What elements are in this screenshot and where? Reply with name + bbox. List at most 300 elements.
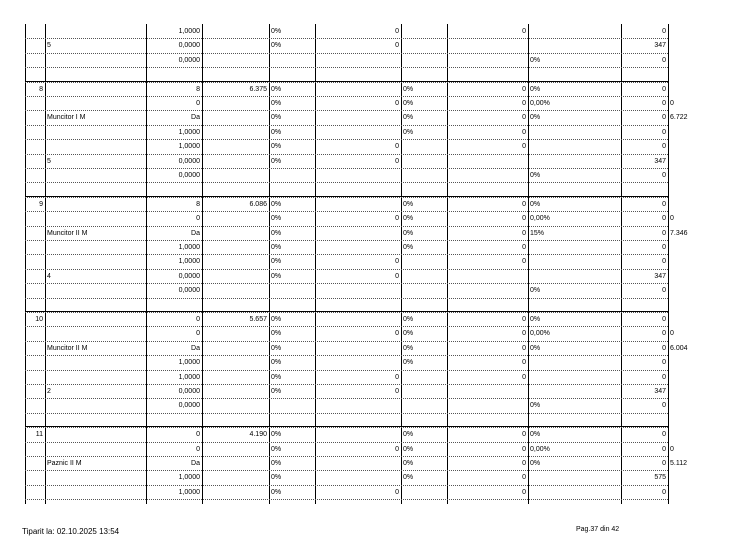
cell-col-d [204, 342, 267, 356]
table-row [25, 326, 674, 340]
cell-col-a [27, 486, 43, 500]
table-row [25, 485, 668, 499]
cell-col-g [403, 54, 445, 68]
table-row [25, 427, 668, 441]
cell-col-c: 1,0000 [178, 488, 200, 496]
table-row [25, 355, 668, 369]
cell-col-d [204, 284, 267, 298]
cell-col-f [317, 227, 399, 241]
cell-col-a [27, 39, 43, 53]
cell-col-d: 4.190 [249, 431, 267, 439]
cell-col-f [317, 342, 399, 356]
cell-col-h [449, 270, 526, 284]
cell-col-j: 0 [662, 359, 666, 367]
cell-col-i: 0% [530, 172, 541, 179]
cell-col-j: 0 [662, 56, 666, 64]
cell-col-d [204, 371, 267, 385]
cell-col-b: Paznic II M [47, 460, 82, 467]
cell-col-e [271, 284, 313, 298]
cell-col-f [317, 457, 399, 471]
cell-col-j: 0 [662, 330, 666, 338]
cell-col-a [27, 126, 43, 140]
cell-col-d [204, 241, 267, 255]
cell-col-h: 0 [522, 373, 526, 381]
cell-col-k: 0 [670, 445, 674, 453]
cell-col-h: 0 [522, 460, 526, 467]
cell-col-c: 0 [196, 431, 200, 439]
cell-col-a [27, 270, 43, 284]
cell-col-c: 1,0000 [178, 244, 200, 251]
table-row [25, 470, 668, 484]
cell-col-j: 0 [662, 172, 666, 179]
cell-col-e: 0% [271, 344, 282, 352]
cell-col-d [204, 443, 267, 457]
cell-col-j: 0 [662, 316, 666, 323]
cell-col-i: 0% [530, 402, 541, 410]
cell-col-j: 0 [662, 143, 666, 151]
table-row [25, 442, 674, 456]
cell-col-e: 0% [271, 388, 282, 395]
cell-col-a [27, 327, 43, 341]
cell-col-f: 0 [395, 42, 399, 50]
cell-col-c: 0 [196, 100, 200, 107]
row-divider [25, 182, 668, 183]
cell-col-a [27, 227, 43, 241]
cell-col-e [271, 54, 313, 68]
cell-col-i [530, 255, 619, 269]
cell-col-f: 0 [395, 330, 399, 338]
cell-col-e: 0% [271, 272, 282, 280]
cell-col-i: 0% [530, 431, 541, 439]
cell-col-j: 575 [654, 474, 666, 482]
cell-col-f [317, 198, 399, 212]
cell-col-d [204, 385, 267, 399]
cell-col-f: 0 [395, 373, 399, 381]
cell-col-e: 0% [271, 316, 282, 323]
cell-col-f: 0 [395, 445, 399, 453]
table-row [25, 341, 688, 355]
cell-col-f [317, 111, 399, 125]
cell-col-i: 0,00% [530, 445, 550, 453]
cell-col-i [530, 270, 619, 284]
row-divider [25, 413, 668, 414]
cell-col-h [449, 39, 526, 53]
cell-col-k: 5.112 [670, 460, 687, 467]
cell-col-h [449, 284, 526, 298]
cell-col-g [403, 25, 445, 39]
cell-col-j: 0 [662, 215, 666, 223]
cell-col-g: 0% [403, 100, 414, 107]
cell-col-c: 8 [196, 85, 200, 93]
cell-col-c: 1,0000 [178, 28, 200, 35]
cell-col-a [27, 97, 43, 111]
cell-col-j: 0 [662, 258, 666, 266]
cell-col-i: 0% [530, 287, 541, 295]
cell-col-j: 0 [662, 100, 666, 107]
table-row [25, 197, 668, 211]
cell-col-i [530, 356, 619, 370]
cell-col-j: 0 [662, 28, 666, 35]
table-row [25, 139, 668, 153]
cell-col-b: Muncitor II M [47, 229, 88, 237]
cell-col-c: 0,0000 [178, 388, 200, 395]
cell-col-d [204, 126, 267, 140]
cell-col-c: 1,0000 [178, 258, 200, 266]
table-row [25, 82, 668, 96]
cell-col-d [204, 227, 267, 241]
cell-col-e: 0% [271, 28, 282, 35]
cell-col-d [204, 486, 267, 500]
cell-col-j: 0 [662, 229, 666, 237]
cell-col-g [403, 155, 445, 169]
cell-col-c: 1,0000 [178, 128, 200, 136]
cell-col-a [27, 111, 43, 125]
cell-col-b [47, 471, 144, 485]
cell-col-f [317, 356, 399, 370]
cell-col-b [47, 313, 144, 327]
cell-col-i [530, 241, 619, 255]
cell-col-a [27, 284, 43, 298]
cell-col-i [530, 140, 619, 154]
cell-col-b [47, 399, 144, 413]
cell-col-a [27, 169, 43, 183]
cell-col-g: 0% [403, 200, 414, 208]
cell-col-d [204, 270, 267, 284]
cell-col-e: 0% [271, 143, 282, 151]
cell-col-j: 0 [662, 488, 666, 496]
cell-col-d [204, 471, 267, 485]
cell-col-a [27, 356, 43, 370]
cell-col-b [47, 97, 144, 111]
cell-col-i: 0% [530, 460, 541, 467]
cell-col-c: 0,0000 [178, 272, 200, 280]
cell-col-j: 0 [662, 402, 666, 410]
cell-col-j: 347 [654, 42, 666, 50]
cell-col-g: 0% [403, 114, 414, 122]
cell-col-b: 4 [47, 272, 51, 280]
cell-col-b [47, 356, 144, 370]
table-row [25, 110, 688, 124]
cell-col-g: 0% [403, 474, 414, 482]
cell-col-j: 0 [662, 128, 666, 136]
cell-col-c: Da [191, 460, 200, 467]
table-row [25, 283, 668, 297]
cell-col-b [47, 169, 144, 183]
cell-col-a [27, 471, 43, 485]
cell-col-b [47, 83, 144, 97]
page-number: Pag.37 din 42 [576, 526, 620, 533]
print-timestamp: Tiparit la: 02.10.2025 13:54 [22, 527, 120, 536]
cell-col-j: 347 [654, 388, 666, 395]
table-row [25, 398, 668, 412]
cell-col-a [27, 371, 43, 385]
cell-col-c: 0,0000 [178, 172, 200, 179]
cell-col-b [47, 198, 144, 212]
cell-col-i [530, 155, 619, 169]
cell-col-e: 0% [271, 42, 282, 50]
cell-col-e: 0% [271, 200, 282, 208]
table-row [25, 456, 687, 470]
cell-col-b [47, 126, 144, 140]
cell-col-a [27, 457, 43, 471]
table-row [25, 168, 668, 182]
cell-col-i: 0,00% [530, 100, 550, 107]
cell-col-b: Muncitor I M [47, 114, 86, 122]
cell-col-i: 0% [530, 200, 541, 208]
cell-col-f [317, 83, 399, 97]
cell-col-b [47, 284, 144, 298]
cell-col-g: 0% [403, 85, 414, 93]
cell-col-e: 0% [271, 244, 282, 251]
cell-col-h: 0 [522, 431, 526, 439]
cell-col-e [271, 169, 313, 183]
cell-col-f [317, 241, 399, 255]
cell-col-g: 0% [403, 344, 414, 352]
cell-col-a [27, 25, 43, 39]
cell-col-a [27, 140, 43, 154]
cell-col-j: 0 [662, 373, 666, 381]
cell-col-c: 0 [196, 215, 200, 223]
cell-col-b: 5 [47, 42, 51, 50]
cell-col-k: 6.722 [670, 114, 688, 122]
table-row [25, 38, 668, 52]
cell-col-j: 347 [654, 157, 666, 165]
table-row [25, 312, 668, 326]
cell-col-g: 0% [403, 460, 414, 467]
cell-col-d [204, 169, 267, 183]
cell-col-j: 0 [662, 114, 666, 122]
cell-col-f [317, 284, 399, 298]
cell-col-h: 0 [522, 200, 526, 208]
cell-col-f: 0 [395, 215, 399, 223]
cell-col-f: 0 [395, 28, 399, 35]
cell-col-b: 5 [47, 157, 51, 165]
cell-col-b [47, 371, 144, 385]
cell-col-b [47, 428, 144, 442]
cell-col-g [403, 371, 445, 385]
cell-col-f [317, 169, 399, 183]
cell-col-k: 0 [670, 330, 674, 338]
cell-col-a [27, 342, 43, 356]
cell-col-a: 9 [39, 200, 43, 208]
cell-col-e: 0% [271, 128, 282, 136]
cell-col-g: 0% [403, 244, 414, 251]
cell-col-d: 6.086 [249, 200, 267, 208]
cell-col-g [403, 385, 445, 399]
cell-col-e: 0% [271, 100, 282, 107]
cell-col-g [403, 140, 445, 154]
cell-col-i [530, 39, 619, 53]
table-row [25, 226, 688, 240]
cell-col-c: 0 [196, 330, 200, 338]
cell-col-g [403, 284, 445, 298]
cell-col-b [47, 212, 144, 226]
cell-col-c: Da [191, 114, 200, 122]
cell-col-f: 0 [395, 143, 399, 151]
cell-col-e: 0% [271, 114, 282, 122]
table-row [25, 24, 668, 38]
cell-col-f [317, 54, 399, 68]
cell-col-g: 0% [403, 316, 414, 323]
table-row [25, 53, 668, 67]
table-row [25, 211, 674, 225]
cell-col-h: 0 [522, 244, 526, 251]
cell-col-h: 0 [522, 330, 526, 338]
cell-col-c: 0,0000 [178, 287, 200, 295]
table-row [25, 240, 668, 254]
cell-col-d [204, 140, 267, 154]
table-row [25, 269, 668, 283]
cell-col-d [204, 155, 267, 169]
cell-col-d: 5.657 [249, 316, 267, 323]
cell-col-h: 0 [522, 28, 526, 35]
cell-col-c: 0 [196, 316, 200, 323]
cell-col-f: 0 [395, 100, 399, 107]
cell-col-b [47, 140, 144, 154]
cell-col-a [27, 255, 43, 269]
cell-col-d: 6.375 [249, 85, 267, 93]
cell-col-h: 0 [522, 229, 526, 237]
cell-col-g [403, 169, 445, 183]
cell-col-e: 0% [271, 258, 282, 266]
cell-col-i [530, 385, 619, 399]
cell-col-d [204, 54, 267, 68]
cell-col-a [27, 443, 43, 457]
cell-col-c: 1,0000 [178, 373, 200, 381]
row-divider [25, 499, 668, 500]
cell-col-c: 8 [196, 200, 200, 208]
cell-col-i: 0,00% [530, 215, 550, 223]
cell-col-a [27, 212, 43, 226]
cell-col-c: 1,0000 [178, 143, 200, 151]
cell-col-e: 0% [271, 229, 282, 237]
table-row [25, 96, 674, 110]
cell-col-h: 0 [522, 316, 526, 323]
cell-col-c: 0,0000 [178, 42, 200, 50]
table-row [25, 125, 668, 139]
cell-col-a [27, 399, 43, 413]
cell-col-d [204, 39, 267, 53]
cell-col-h: 0 [522, 100, 526, 107]
cell-col-d [204, 327, 267, 341]
cell-col-a: 11 [35, 431, 43, 439]
cell-col-b [47, 25, 144, 39]
cell-col-g [403, 399, 445, 413]
cell-col-d [204, 111, 267, 125]
cell-col-e: 0% [271, 215, 282, 223]
cell-col-i [530, 471, 619, 485]
cell-col-d [204, 25, 267, 39]
cell-col-f: 0 [395, 258, 399, 266]
cell-col-h [449, 385, 526, 399]
cell-col-b [47, 327, 144, 341]
table-row [25, 154, 668, 168]
cell-col-i [530, 25, 619, 39]
cell-col-b [47, 241, 144, 255]
cell-col-h: 0 [522, 85, 526, 93]
cell-col-i: 0% [530, 85, 541, 93]
cell-col-j: 0 [662, 85, 666, 93]
cell-col-f [317, 428, 399, 442]
cell-col-h: 0 [522, 128, 526, 136]
cell-col-h: 0 [522, 114, 526, 122]
cell-col-c: Da [191, 344, 200, 352]
table-row [25, 384, 668, 398]
cell-col-e: 0% [271, 157, 282, 165]
cell-col-a: 8 [39, 85, 43, 93]
cell-col-f: 0 [395, 157, 399, 165]
cell-col-a [27, 155, 43, 169]
cell-col-j: 0 [662, 287, 666, 295]
cell-col-h [449, 54, 526, 68]
cell-col-i: 0% [530, 56, 541, 64]
cell-col-f: 0 [395, 272, 399, 280]
cell-col-c: 0,0000 [178, 402, 200, 410]
cell-col-b [47, 54, 144, 68]
cell-col-f [317, 126, 399, 140]
cell-col-d [204, 97, 267, 111]
cell-col-f [317, 399, 399, 413]
cell-col-i: 0,00% [530, 330, 550, 338]
cell-col-i [530, 486, 619, 500]
cell-col-h: 0 [522, 359, 526, 367]
cell-col-j: 0 [662, 344, 666, 352]
cell-col-f: 0 [395, 488, 399, 496]
cell-col-j: 347 [654, 272, 666, 280]
cell-col-h: 0 [522, 258, 526, 266]
cell-col-j: 0 [662, 431, 666, 439]
cell-col-a [27, 385, 43, 399]
cell-col-i [530, 371, 619, 385]
cell-col-c: Da [191, 229, 200, 237]
column-divider [668, 24, 669, 504]
cell-col-e: 0% [271, 359, 282, 367]
cell-col-g: 0% [403, 445, 414, 453]
row-divider [25, 67, 668, 68]
cell-col-b: 2 [47, 388, 51, 395]
cell-col-e: 0% [271, 488, 282, 496]
cell-col-h: 0 [522, 143, 526, 151]
cell-col-h: 0 [522, 488, 526, 496]
cell-col-d [204, 399, 267, 413]
cell-col-e: 0% [271, 445, 282, 453]
cell-col-j: 0 [662, 460, 666, 467]
row-divider [25, 298, 668, 299]
cell-col-k: 6.004 [670, 344, 688, 352]
cell-col-b [47, 486, 144, 500]
cell-col-h [449, 399, 526, 413]
cell-col-e: 0% [271, 373, 282, 381]
cell-col-i: 0% [530, 316, 541, 323]
cell-col-g [403, 39, 445, 53]
cell-col-g: 0% [403, 215, 414, 223]
cell-col-d [204, 356, 267, 370]
cell-col-b [47, 255, 144, 269]
cell-col-e: 0% [271, 330, 282, 338]
cell-col-a [27, 54, 43, 68]
cell-col-e: 0% [271, 460, 282, 467]
cell-col-c: 1,0000 [178, 359, 200, 367]
cell-col-g: 0% [403, 431, 414, 439]
table-row [25, 254, 668, 268]
cell-col-h [449, 155, 526, 169]
cell-col-f [317, 471, 399, 485]
cell-col-a: 10 [35, 316, 43, 323]
cell-col-g: 0% [403, 330, 414, 338]
cell-col-h: 0 [522, 474, 526, 482]
cell-col-k: 0 [670, 100, 674, 107]
cell-col-i [530, 126, 619, 140]
